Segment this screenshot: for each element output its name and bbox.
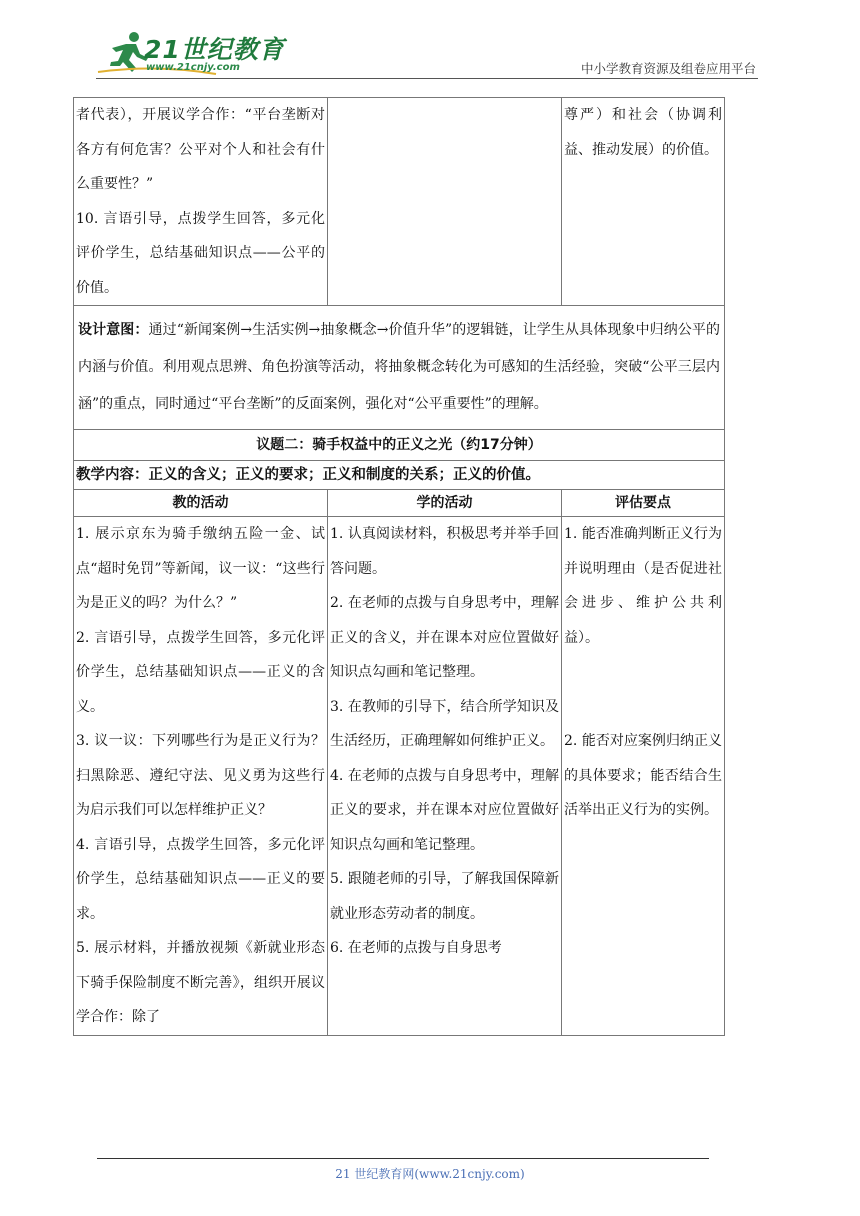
list-item: 4. 在老师的点拨与自身思考中，理解正义的要求，并在课本对应位置做好知识点勾画和笔记整理。 (330, 767, 559, 853)
table-row-activities (74, 517, 725, 1036)
eval-points (562, 517, 725, 1036)
teacher-continued-line: 10. 言语引导，点拨学生回答，多元化评价学生，总结基础知识点——公平的价值。 (76, 210, 325, 296)
teacher-activities (74, 517, 328, 1036)
footer-divider (97, 1158, 709, 1159)
list-item: 6. 在老师的点拨与自身思考 (330, 940, 502, 956)
page-header (0, 0, 860, 80)
teacher-continued-line: 者代表），开展议学合作：“平台垄断对各方有何危害？公平对个人和社会有什么重要性？” (76, 107, 325, 192)
design-intent (74, 306, 725, 430)
list-item: 1. 展示京东为骑手缴纳五险一金、试点“超时免罚”等新闻，议一议：“这些行为是正义的吗？为什么？” (76, 526, 325, 611)
teaching-content: 教学内容：正义的含义；正义的要求；正义和制度的关系；正义的价值。 (74, 461, 725, 490)
student-cell-continued (328, 98, 562, 306)
design-intent-label: 设计意图： (78, 322, 149, 338)
eval-cell-continued: 尊严）和社会（协调利益、推动发展）的价值。 (562, 98, 725, 306)
list-item: 1. 认真阅读材料，积极思考并举手回答问题。 (330, 526, 559, 577)
table-header-row (74, 490, 725, 517)
eval-spacer (564, 655, 722, 724)
list-item: 4. 言语引导，点拨学生回答，多元化评价学生，总结基础知识点——正义的要求。 (76, 836, 325, 922)
teacher-cell-continued (74, 98, 328, 306)
list-item: 2. 在老师的点拨与自身思考中，理解正义的含义，并在课本对应位置做好知识点勾画和笔记整理。 (330, 595, 559, 680)
logo-text: 21世纪教育 (144, 35, 285, 64)
header-divider (96, 78, 758, 79)
student-activities (328, 517, 562, 1036)
list-item: 2. 能否对应案例归纳正义的具体要求；能否结合生活举出正义行为的实例。 (564, 733, 722, 818)
list-item: 3. 在教师的引导下，结合所学知识及生活经历，正确理解如何维护正义。 (330, 698, 559, 749)
table-row-content (74, 461, 725, 490)
list-item: 3. 议一议：下列哪些行为是正义行为？扫黑除恶、遵纪守法、见义勇为这些行为启示我们可以怎样维护正义？ (76, 733, 325, 818)
list-item: 5. 跟随老师的引导，了解我国保障新就业形态劳动者的制度。 (330, 871, 559, 922)
page-footer: 21 世纪教育网(www.21cnjy.com) (335, 1167, 525, 1181)
column-header-eval: 评估要点 (562, 490, 725, 517)
design-intent-text: 通过“新闻案例→生活实例→抽象概念→价值升华”的逻辑链，让学生从具体现象中归纳公平的内涵与价值。利用观点思辨、角色扮演等活动，将抽象概念转化为可感知的生活经验，突破“公平三层内涵”的重点，同时通过“平台垄断”的反面案例，强化对“公平重要性”的理解。 (78, 322, 721, 412)
topic-title: 议题二：骑手权益中的正义之光（约17分钟） (74, 430, 725, 461)
list-item: 2. 言语引导，点拨学生回答，多元化评价学生，总结基础知识点——正义的含义。 (76, 629, 325, 715)
column-header-teacher: 教的活动 (74, 490, 328, 517)
column-header-student: 学的活动 (328, 490, 562, 517)
table-row-topic (74, 430, 725, 461)
list-item: 1. 能否准确判断正义行为并说明理由（是否促进社会进步、维护公共利益）。 (564, 526, 722, 646)
table-row-continued (74, 98, 725, 306)
lesson-table (73, 97, 725, 1036)
table-row-design-intent (74, 306, 725, 430)
logo-subtext: www.21cnjy.com (146, 62, 240, 73)
list-item: 5. 展示材料，并播放视频《新就业形态下骑手保险制度不断完善》，组织开展议学合作：除了 (76, 940, 325, 1025)
platform-name: 中小学教育资源及组卷应用平台 (580, 61, 756, 76)
